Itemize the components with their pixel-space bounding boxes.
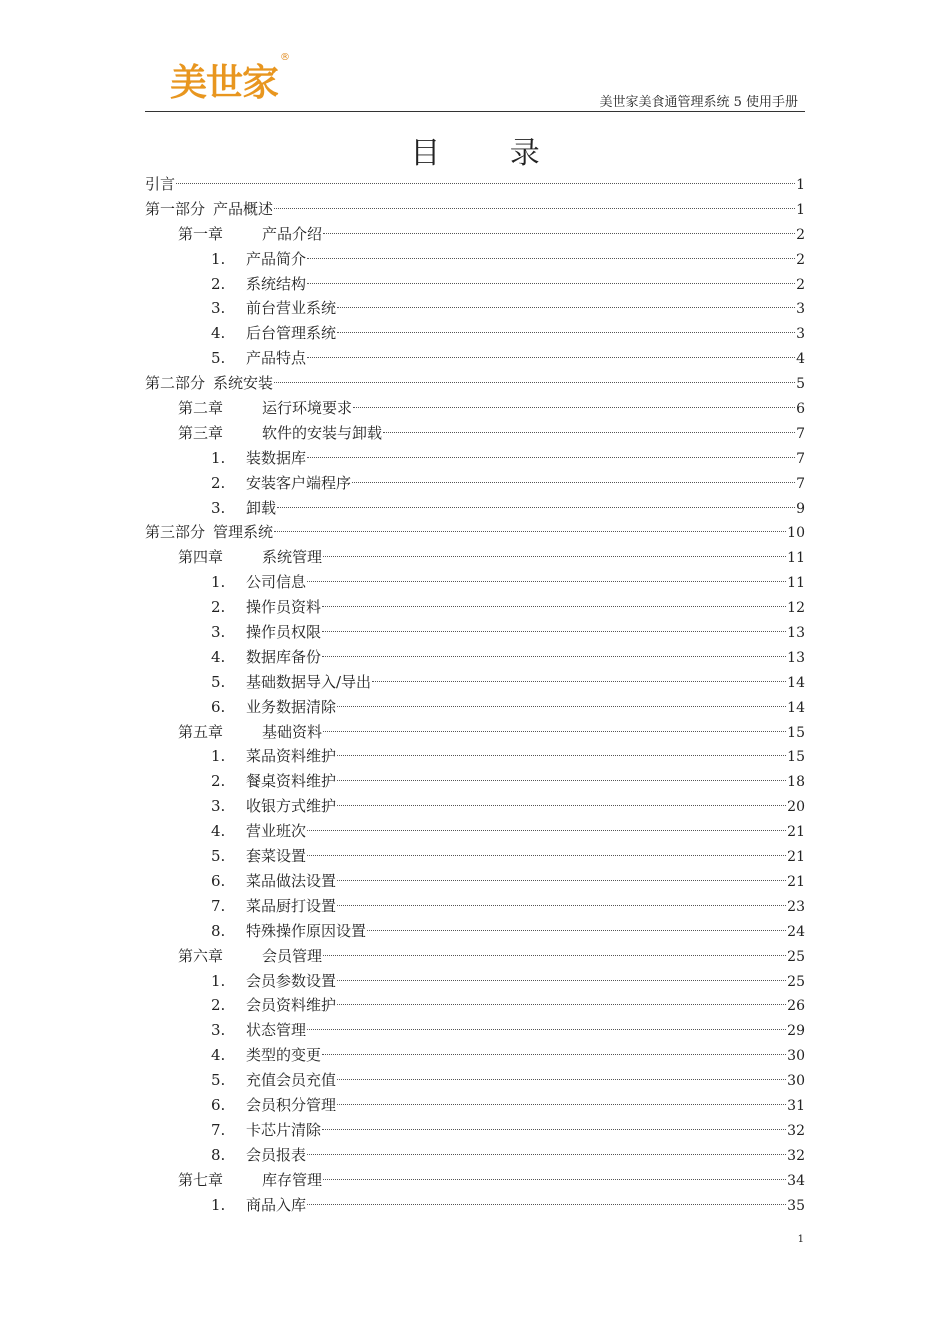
toc-entry-heading (211, 844, 306, 869)
toc-entry-number: 5. (211, 1071, 226, 1090)
toc-entry-number: 2. (211, 598, 226, 617)
toc-entry-number: 4. (211, 822, 226, 841)
logo-text: 美世家 (170, 61, 278, 104)
toc-entry-number: 1. (211, 249, 226, 268)
toc-leader-dots (322, 631, 786, 632)
toc-entry[interactable] (145, 819, 805, 844)
toc-leader-dots (307, 855, 786, 856)
toc-entry-label: 商品入库 (246, 1195, 307, 1214)
toc-entry-page: 23 (787, 898, 805, 915)
toc-entry-label: 系统安装 (213, 374, 274, 393)
toc-entry-heading (211, 993, 336, 1018)
toc-entry-number: 7. (211, 896, 226, 915)
toc-entry[interactable] (145, 695, 805, 720)
toc-entry-heading (211, 744, 336, 769)
toc-entry[interactable] (145, 1043, 805, 1068)
toc-entry[interactable] (145, 1168, 805, 1193)
toc-entry-label: 类型的变更 (246, 1046, 322, 1065)
toc-leader-dots (337, 1004, 786, 1005)
toc-entry-label: 菜品做法设置 (246, 871, 337, 890)
toc-leader-dots (337, 1079, 786, 1080)
toc-entry-heading (178, 396, 352, 421)
registered-mark: ® (280, 51, 289, 63)
toc-entry[interactable] (145, 396, 805, 421)
toc-leader-dots (337, 880, 786, 881)
toc-entry-page: 1 (796, 201, 805, 218)
toc-entry-page: 7 (796, 475, 805, 492)
toc-entry-number: 5. (211, 349, 226, 368)
toc-entry[interactable] (145, 720, 805, 745)
toc-entry[interactable] (145, 919, 805, 944)
toc-entry-number: 3. (211, 1021, 226, 1040)
toc-leader-dots (323, 955, 786, 956)
toc-entry-page: 2 (796, 276, 805, 293)
toc-entry[interactable] (145, 645, 805, 670)
toc-entry-label: 菜品厨打设置 (246, 896, 337, 915)
toc-entry-label: 运行环境要求 (262, 399, 353, 418)
toc-entry-label: 营业班次 (246, 822, 307, 841)
toc-leader-dots (307, 258, 795, 259)
toc-entry-number: 3. (211, 797, 226, 816)
toc-entry-heading (211, 1043, 321, 1068)
toc-entry-number: 8. (211, 921, 226, 940)
toc-entry-number: 第一部分 (145, 199, 206, 218)
toc-entry-heading (145, 371, 273, 396)
toc-entry[interactable] (145, 545, 805, 570)
toc-entry-page: 31 (787, 1097, 805, 1114)
toc-entry-number: 2. (211, 473, 226, 492)
toc-entry-page: 26 (787, 998, 805, 1015)
toc-entry-label: 卡芯片清除 (246, 1120, 322, 1139)
toc-entry[interactable] (145, 321, 805, 346)
toc-entry-page: 35 (787, 1197, 805, 1214)
toc-entry-heading (211, 1193, 306, 1218)
toc-entry-label: 产品特点 (246, 349, 307, 368)
toc-entry-page: 13 (787, 625, 805, 642)
toc-entry[interactable] (145, 769, 805, 794)
toc-entry-label: 收银方式维护 (246, 797, 337, 816)
toc-entry-label: 引言 (145, 175, 176, 193)
toc-leader-dots (337, 332, 795, 333)
toc-entry[interactable] (145, 1068, 805, 1093)
toc-entry-page: 12 (787, 600, 805, 617)
toc-entry-page: 4 (796, 351, 805, 368)
toc-entry-page: 7 (796, 450, 805, 467)
toc-entry-label: 公司信息 (246, 573, 307, 592)
toc-entry[interactable] (145, 346, 805, 371)
page-number: 1 (797, 1234, 804, 1245)
toc-entry-page: 30 (787, 1073, 805, 1090)
toc-entry-page: 21 (787, 824, 805, 841)
toc-entry-label: 套菜设置 (246, 847, 307, 866)
toc-entry-number: 4. (211, 1046, 226, 1065)
header-rule (145, 111, 805, 112)
toc-entry-heading (211, 894, 336, 919)
toc-entry[interactable] (145, 869, 805, 894)
toc-entry-page: 7 (796, 425, 805, 442)
toc-entry[interactable] (145, 1093, 805, 1118)
toc-leader-dots (277, 507, 795, 508)
toc-entry-number: 第四章 (178, 548, 224, 567)
toc-entry-number: 6. (211, 697, 226, 716)
toc-entry-heading (211, 869, 336, 894)
toc-entry-label: 状态管理 (246, 1021, 307, 1040)
toc-entry-label: 产品简介 (246, 249, 307, 268)
toc-entry-heading (178, 1168, 322, 1193)
toc-entry-label: 软件的安装与卸载 (262, 423, 383, 442)
toc-entry-heading (211, 1018, 306, 1043)
toc-entry[interactable] (145, 844, 805, 869)
toc-entry[interactable] (145, 471, 805, 496)
toc-leader-dots (337, 755, 786, 756)
toc-entry[interactable] (145, 272, 805, 297)
toc-entry-page: 2 (796, 226, 805, 243)
toc-entry-label: 菜品资料维护 (246, 747, 337, 766)
toc-entry-heading (211, 819, 306, 844)
toc-leader-dots (337, 905, 786, 906)
document-header-title: 美世家美食通管理系统 5 使用手册 (599, 95, 798, 110)
toc-entry[interactable] (145, 969, 805, 994)
toc-leader-dots (337, 805, 786, 806)
toc-entry-heading (211, 769, 336, 794)
toc-entry-number: 第一章 (178, 224, 224, 243)
toc-entry-label: 产品概述 (213, 199, 274, 218)
toc-leader-dots (367, 930, 786, 931)
toc-entry-number: 第六章 (178, 946, 224, 965)
toc-entry-label: 前台营业系统 (246, 299, 337, 318)
toc-leader-dots (322, 606, 786, 607)
toc-entry[interactable] (145, 794, 805, 819)
toc-entry-page: 30 (787, 1048, 805, 1065)
toc-entry-heading (211, 595, 321, 620)
toc-leader-dots (337, 780, 786, 781)
toc-entry-heading (178, 222, 322, 247)
toc-entry-page: 25 (787, 948, 805, 965)
toc-entry-label: 会员资料维护 (246, 996, 337, 1015)
toc-entry-label: 特殊操作原因设置 (246, 921, 367, 940)
toc-entry[interactable] (145, 944, 805, 969)
toc-leader-dots (322, 656, 786, 657)
toc-entry[interactable] (145, 570, 805, 595)
toc-entry-label: 会员管理 (262, 946, 323, 965)
toc-entry-page: 13 (787, 649, 805, 666)
toc-entry-number: 4. (211, 647, 226, 666)
toc-entry-label: 数据库备份 (246, 647, 322, 666)
toc-entry-number: 第五章 (178, 722, 224, 741)
toc-entry-heading (211, 247, 306, 272)
toc-entry-page: 3 (796, 301, 805, 318)
toc-entry-number: 2. (211, 996, 226, 1015)
toc-entry-heading (211, 620, 321, 645)
toc-entry-heading (211, 695, 336, 720)
toc-entry-page: 21 (787, 873, 805, 890)
toc-entry-heading (211, 296, 336, 321)
toc-leader-dots (307, 1204, 786, 1205)
toc-entry-number: 6. (211, 1095, 226, 1114)
toc-entry-page: 32 (787, 1147, 805, 1164)
toc-entry[interactable] (145, 421, 805, 446)
toc-entry[interactable] (145, 172, 805, 197)
toc-entry[interactable] (145, 496, 805, 521)
toc-entry-page: 18 (787, 774, 805, 791)
toc-entry-page: 2 (796, 251, 805, 268)
toc-entry-heading (211, 446, 306, 471)
toc-entry-number: 第七章 (178, 1170, 224, 1189)
toc-entry-page: 10 (787, 525, 805, 542)
toc-leader-dots (307, 1029, 786, 1030)
toc-leader-dots (323, 731, 786, 732)
toc-entry-number: 2. (211, 274, 226, 293)
toc-entry[interactable] (145, 520, 805, 545)
toc-entry[interactable] (145, 670, 805, 695)
toc-entry-heading (178, 545, 322, 570)
toc-leader-dots (383, 432, 795, 433)
toc-entry-heading (211, 570, 306, 595)
toc-entry[interactable] (145, 894, 805, 919)
toc-leader-dots (307, 457, 795, 458)
toc-entry-heading (211, 1118, 321, 1143)
toc-entry-heading (145, 520, 273, 545)
toc-entry-label: 管理系统 (213, 523, 274, 542)
toc-leader-dots (322, 1129, 786, 1130)
toc-entry-label: 会员报表 (246, 1145, 307, 1164)
toc-leader-dots (307, 830, 786, 831)
toc-entry-number: 1. (211, 747, 226, 766)
toc-entry-heading (211, 496, 276, 521)
toc-entry[interactable] (145, 1143, 805, 1168)
toc-entry-label: 产品介绍 (262, 224, 323, 243)
toc-entry-heading (145, 197, 273, 222)
toc-entry-label: 装数据库 (246, 448, 307, 467)
toc-leader-dots (323, 1179, 786, 1180)
table-of-contents (145, 172, 805, 1217)
toc-entry-page: 15 (787, 724, 805, 741)
toc-entry-number: 第二章 (178, 399, 224, 418)
toc-entry-heading (211, 272, 306, 297)
toc-leader-dots (323, 233, 795, 234)
toc-entry-heading (211, 919, 366, 944)
toc-entry-page: 21 (787, 849, 805, 866)
toc-entry[interactable] (145, 197, 805, 222)
toc-entry-page: 11 (787, 550, 805, 567)
toc-leader-dots (337, 1104, 786, 1105)
toc-entry-number: 5. (211, 672, 226, 691)
toc-entry-label: 基础数据导入/导出 (246, 672, 372, 691)
toc-entry[interactable] (145, 595, 805, 620)
toc-entry-label: 系统管理 (262, 548, 323, 567)
toc-entry-label: 后台管理系统 (246, 324, 337, 343)
toc-entry-heading (211, 1093, 336, 1118)
toc-entry-label: 操作员资料 (246, 598, 322, 617)
toc-entry-label: 操作员权限 (246, 623, 322, 642)
toc-entry-number: 第二部分 (145, 374, 206, 393)
toc-entry-number: 1. (211, 1195, 226, 1214)
company-logo (170, 51, 289, 104)
toc-leader-dots (307, 581, 786, 582)
toc-entry-number: 4. (211, 324, 226, 343)
toc-entry-number: 第三章 (178, 423, 224, 442)
toc-entry-heading (211, 1143, 306, 1168)
toc-leader-dots (337, 706, 786, 707)
toc-entry-page: 15 (787, 749, 805, 766)
toc-title: 目 录 (410, 136, 570, 171)
toc-entry[interactable] (145, 1193, 805, 1218)
toc-entry-page: 24 (787, 923, 805, 940)
toc-entry-heading (211, 794, 336, 819)
toc-entry-page: 14 (787, 674, 805, 691)
toc-leader-dots (323, 556, 786, 557)
toc-entry-heading (211, 1068, 336, 1093)
toc-entry-heading (178, 944, 322, 969)
toc-entry-number: 7. (211, 1120, 226, 1139)
toc-entry-number: 3. (211, 299, 226, 318)
toc-entry-page: 32 (787, 1122, 805, 1139)
toc-leader-dots (372, 681, 786, 682)
toc-entry-number: 5. (211, 847, 226, 866)
toc-entry-number: 6. (211, 871, 226, 890)
toc-entry-heading (145, 172, 175, 197)
toc-entry-page: 29 (787, 1023, 805, 1040)
toc-entry-page: 5 (796, 376, 805, 393)
toc-entry-number: 第三部分 (145, 523, 206, 542)
toc-entry-heading (178, 720, 322, 745)
toc-entry[interactable] (145, 446, 805, 471)
toc-entry-label: 卸载 (246, 498, 277, 517)
toc-entry-heading (211, 471, 351, 496)
toc-entry-page: 3 (796, 326, 805, 343)
toc-entry-label: 安装客户端程序 (246, 473, 352, 492)
toc-entry-heading (211, 645, 321, 670)
toc-entry-number: 1. (211, 971, 226, 990)
toc-entry-number: 2. (211, 772, 226, 791)
toc-entry-page: 20 (787, 799, 805, 816)
toc-entry-page: 25 (787, 973, 805, 990)
toc-leader-dots (353, 407, 795, 408)
toc-entry-page: 11 (787, 575, 805, 592)
toc-entry-heading (211, 670, 371, 695)
toc-entry-label: 会员积分管理 (246, 1095, 337, 1114)
toc-entry-page: 1 (796, 177, 805, 193)
toc-entry-page: 6 (796, 401, 805, 418)
toc-entry-page: 9 (796, 500, 805, 517)
toc-entry[interactable] (145, 744, 805, 769)
toc-entry-label: 基础资料 (262, 722, 323, 741)
toc-entry-page: 14 (787, 699, 805, 716)
toc-entry-number: 3. (211, 623, 226, 642)
toc-entry-number: 8. (211, 1145, 226, 1164)
toc-entry[interactable] (145, 222, 805, 247)
toc-entry-number: 1. (211, 448, 226, 467)
toc-leader-dots (322, 1054, 786, 1055)
toc-leader-dots (274, 208, 795, 209)
toc-entry-label: 会员参数设置 (246, 971, 337, 990)
toc-entry[interactable] (145, 993, 805, 1018)
toc-entry-number: 1. (211, 573, 226, 592)
toc-entry-label: 库存管理 (262, 1170, 323, 1189)
toc-entry[interactable] (145, 1118, 805, 1143)
toc-leader-dots (176, 183, 795, 184)
toc-entry-number: 3. (211, 498, 226, 517)
toc-entry[interactable] (145, 371, 805, 396)
toc-leader-dots (274, 531, 786, 532)
toc-leader-dots (352, 482, 795, 483)
toc-entry[interactable] (145, 247, 805, 272)
toc-leader-dots (337, 980, 786, 981)
toc-entry[interactable] (145, 296, 805, 321)
toc-leader-dots (307, 1154, 786, 1155)
toc-entry-label: 业务数据清除 (246, 697, 337, 716)
toc-leader-dots (337, 307, 795, 308)
toc-leader-dots (307, 357, 795, 358)
toc-entry-heading (211, 346, 306, 371)
toc-entry[interactable] (145, 1018, 805, 1043)
toc-entry-label: 餐桌资料维护 (246, 772, 337, 791)
toc-entry-heading (178, 421, 382, 446)
toc-leader-dots (274, 382, 795, 383)
toc-entry-page: 34 (787, 1172, 805, 1189)
toc-entry[interactable] (145, 620, 805, 645)
toc-leader-dots (307, 283, 795, 284)
toc-entry-label: 充值会员充值 (246, 1071, 337, 1090)
toc-entry-heading (211, 321, 336, 346)
toc-entry-label: 系统结构 (246, 274, 307, 293)
toc-entry-heading (211, 969, 336, 994)
